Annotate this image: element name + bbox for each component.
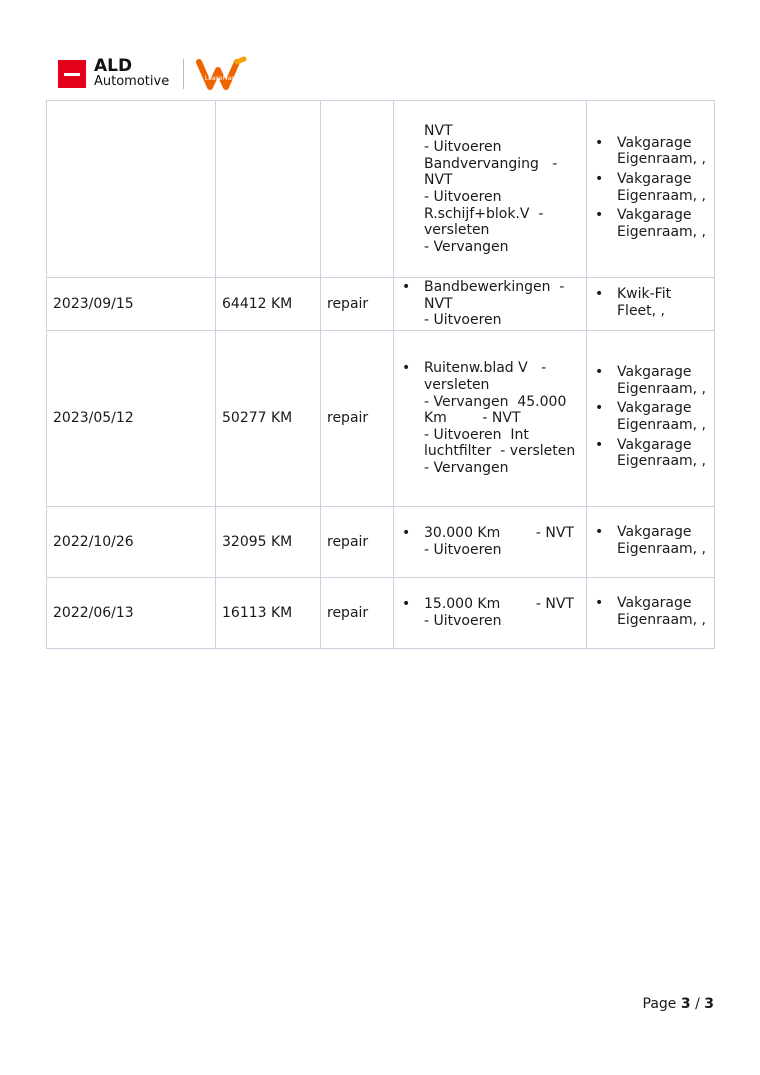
date-cell: 2022/10/26 bbox=[47, 507, 216, 578]
date-cell: 2023/09/15 bbox=[47, 278, 216, 331]
description-line: • Ruitenw.blad V - bbox=[400, 360, 580, 377]
description-cell bbox=[394, 278, 587, 331]
table-row bbox=[47, 507, 715, 578]
type-cell: repair bbox=[321, 578, 394, 649]
description-cell bbox=[394, 507, 587, 578]
description-line: Bandvervanging - bbox=[424, 155, 558, 172]
description-line: • Bandbewerkingen - bbox=[400, 279, 580, 296]
vendor-item: • Vakgarage Eigenraam, , bbox=[593, 524, 708, 557]
description-line: - Uitvoeren bbox=[424, 189, 502, 205]
page-label: Page bbox=[642, 996, 677, 1012]
vendor-item: • Vakgarage Eigenraam, , bbox=[593, 135, 708, 168]
leaseplan-wordmark: LeasePlan bbox=[205, 75, 236, 82]
date-cell bbox=[47, 101, 216, 278]
current-page: 3 bbox=[680, 996, 691, 1012]
vendor-item: • Kwik-Fit Fleet, , bbox=[593, 286, 708, 319]
description-line: versleten bbox=[424, 222, 490, 239]
description-cell bbox=[394, 101, 587, 278]
description-line: - Uitvoeren bbox=[424, 312, 502, 329]
description-line: • 15.000 Km - NVT bbox=[400, 596, 580, 613]
description-line: - Vervangen bbox=[424, 459, 509, 476]
date-cell: 2022/06/13 bbox=[47, 578, 216, 649]
ald-logo-mark bbox=[58, 60, 86, 88]
page-header bbox=[58, 56, 252, 92]
vendor-item: • Vakgarage Eigenraam, , bbox=[593, 364, 708, 397]
table-row bbox=[47, 331, 715, 507]
description-line: - Uitvoeren bbox=[424, 542, 502, 558]
brand-subtitle: Automotive bbox=[94, 74, 170, 89]
description-cell bbox=[394, 578, 587, 649]
description-line: NVT bbox=[424, 122, 453, 139]
description-cell bbox=[394, 331, 587, 507]
page-separator: / bbox=[695, 996, 700, 1012]
vendor-item: • Vakgarage Eigenraam, , bbox=[593, 400, 708, 433]
table-row bbox=[47, 578, 715, 649]
description-line: R.schijf+blok.V - bbox=[424, 205, 544, 222]
total-pages: 3 bbox=[704, 996, 714, 1012]
vendor-cell bbox=[587, 507, 715, 578]
vendor-cell bbox=[587, 578, 715, 649]
type-cell bbox=[321, 101, 394, 278]
type-cell: repair bbox=[321, 331, 394, 507]
type-cell: repair bbox=[321, 278, 394, 331]
vendor-item: • Vakgarage Eigenraam, , bbox=[593, 171, 708, 204]
vendor-cell bbox=[587, 331, 715, 507]
km-cell: 32095 KM bbox=[216, 507, 321, 578]
km-cell: 64412 KM bbox=[216, 278, 321, 331]
description-line: - Uitvoeren bbox=[424, 139, 502, 156]
type-cell: repair bbox=[321, 507, 394, 578]
brand-name: ALD bbox=[94, 56, 133, 76]
maintenance-table bbox=[46, 100, 715, 649]
vendor-cell bbox=[587, 278, 715, 331]
vendor-cell bbox=[587, 101, 715, 278]
vendor-item: • Vakgarage Eigenraam, , bbox=[593, 207, 708, 240]
description-line: - Uitvoeren Int bbox=[424, 426, 529, 443]
vendor-item: • Vakgarage Eigenraam, , bbox=[593, 437, 708, 470]
km-cell: 16113 KM bbox=[216, 578, 321, 649]
description-line: versleten bbox=[424, 377, 490, 394]
description-line: luchtfilter - versleten bbox=[424, 443, 576, 460]
description-line: - Vervangen bbox=[424, 238, 509, 255]
page-footer bbox=[643, 996, 714, 1012]
description-line: Km - NVT bbox=[424, 410, 521, 427]
table-row-continued bbox=[47, 101, 715, 278]
leaseplan-logo bbox=[196, 56, 252, 92]
description-line: - Uitvoeren bbox=[424, 613, 502, 629]
date-cell: 2023/05/12 bbox=[47, 331, 216, 507]
description-line: - Vervangen 45.000 bbox=[424, 393, 567, 410]
table-row bbox=[47, 278, 715, 331]
km-cell: 50277 KM bbox=[216, 331, 321, 507]
description-line: • 30.000 Km - NVT bbox=[400, 525, 580, 542]
logo-divider bbox=[183, 59, 184, 89]
vendor-item: • Vakgarage Eigenraam, , bbox=[593, 595, 708, 628]
description-line: NVT bbox=[424, 172, 453, 189]
ald-logo-text bbox=[94, 56, 170, 89]
description-line: NVT bbox=[424, 295, 453, 312]
km-cell bbox=[216, 101, 321, 278]
